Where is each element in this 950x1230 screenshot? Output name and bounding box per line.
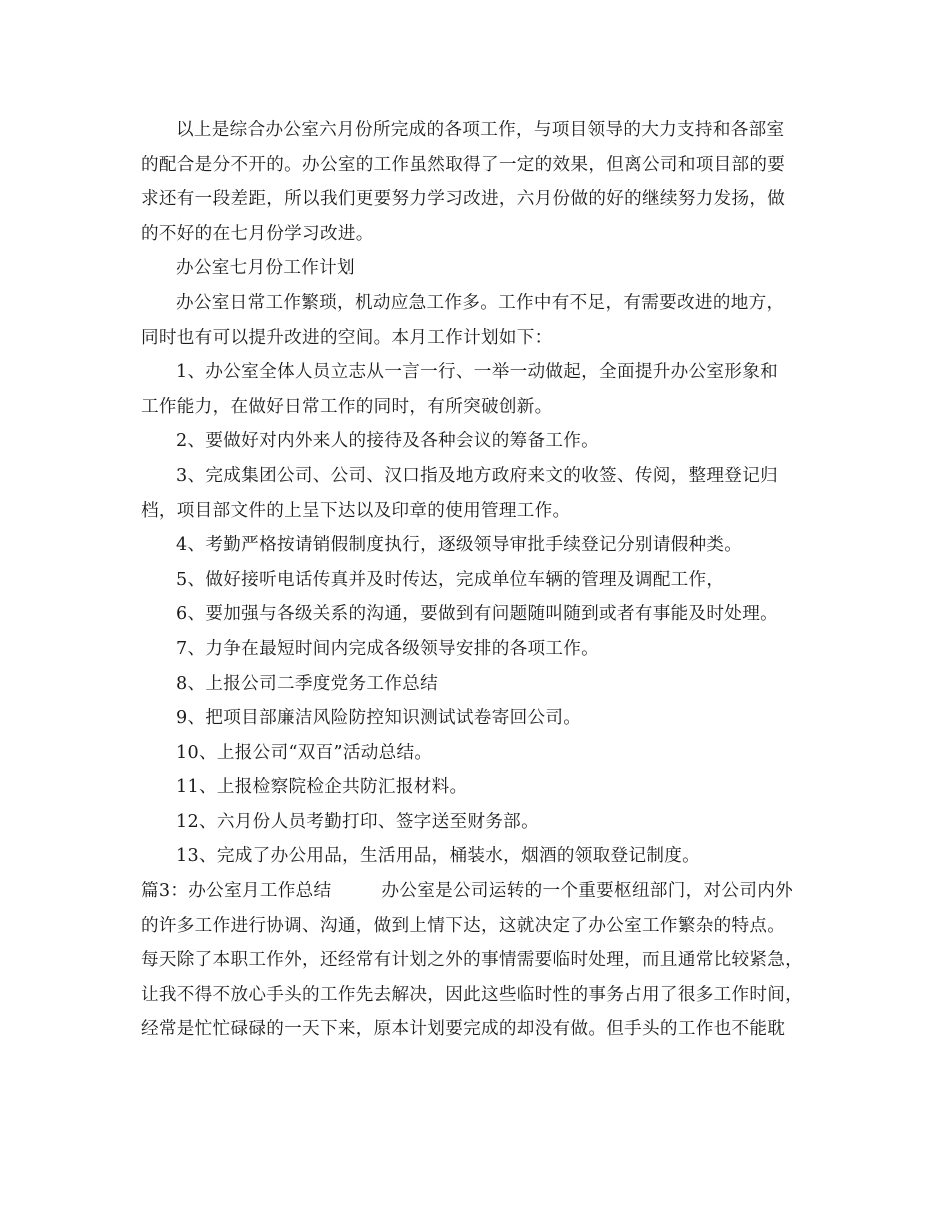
text-line: 6、要加强与各级关系的沟通，要做到有问题随叫随到或者有事能及时处理。 [176,604,778,625]
document-body [141,113,821,1047]
text-line: 10、上报公司“双百”活动总结。 [176,742,433,763]
text-line: 档，项目部文件的上呈下达以及印章的使用管理工作。 [141,500,571,521]
text-line: 12、六月份人员考勤打印、签字送至财务部。 [176,811,539,832]
text-line: 同时也有可以提升改进的空间。本月工作计划如下： [141,327,553,348]
text-line: 5、做好接听电话传真并及时传达，完成单位车辆的管理及调配工作， [176,569,725,590]
text-line: 办公室日常工作繁琐，机动应急工作多。工作中有不足，有需要改进的地方， [176,292,785,313]
text-line: 9、把项目部廉洁风险防控知识测试试卷寄回公司。 [176,708,582,729]
section-heading-line [141,874,821,909]
text-line: 7、力争在最短时间内完成各级领导安排的各项工作。 [176,638,600,659]
text-line: 经常是忙忙碌碌的一天下来，原本计划要完成的却没有做。但手头的工作也不能耽 [141,1019,786,1040]
text-line: 以上是综合办公室六月份所完成的各项工作，与项目领导的大力支持和各部室 [176,120,785,140]
text-line: 让我不得不放心手头的工作先去解决，因此这些临时性的事务占用了很多工作时间， [141,984,804,1005]
text-line: 1、办公室全体人员立志从一言一行、一举一动做起，全面提升办公室形象和 [176,362,778,383]
text-line: 4、考勤严格按请销假制度执行，逐级领导审批手续登记分别请假种类。 [176,535,743,556]
text-line: 13、完成了办公用品，生活用品，桶装水，烟酒的领取登记制度。 [176,846,701,867]
text-line: 办公室七月份工作计划 [176,258,355,279]
section-heading: 篇3：办公室月工作总结 [141,881,332,902]
paragraph-lines [141,113,821,874]
section-first-line: 办公室是公司运转的一个重要枢纽部门，对公司内外 [381,881,793,902]
text-line: 2、要做好对内外来人的接待及各种会议的筹备工作。 [176,431,600,452]
text-line: 3、完成集团公司、公司、汉口指及地方政府来文的收签、传阅，整理登记归 [176,465,778,486]
text-line: 11、上报检察院检企共防汇报材料。 [176,777,468,798]
text-line: 8、上报公司二季度党务工作总结 [176,673,439,694]
section-paragraph [141,909,821,1047]
text-line: 每天除了本职工作外，还经常有计划之外的事情需要临时处理，而且通常比较紧急， [141,950,804,971]
text-line: 的不好的在七月份学习改进。 [141,223,374,244]
text-line: 求还有一段差距，所以我们更要努力学习改进，六月份做的好的继续努力发扬，做 [141,189,786,210]
text-line: 的配合是分不开的。办公室的工作虽然取得了一定的效果，但离公司和项目部的要 [141,154,786,175]
text-line: 的许多工作进行协调、沟通，做到上情下达，这就决定了办公室工作繁杂的特点。 [141,915,786,936]
text-line: 工作能力，在做好日常工作的同时，有所突破创新。 [141,396,553,417]
